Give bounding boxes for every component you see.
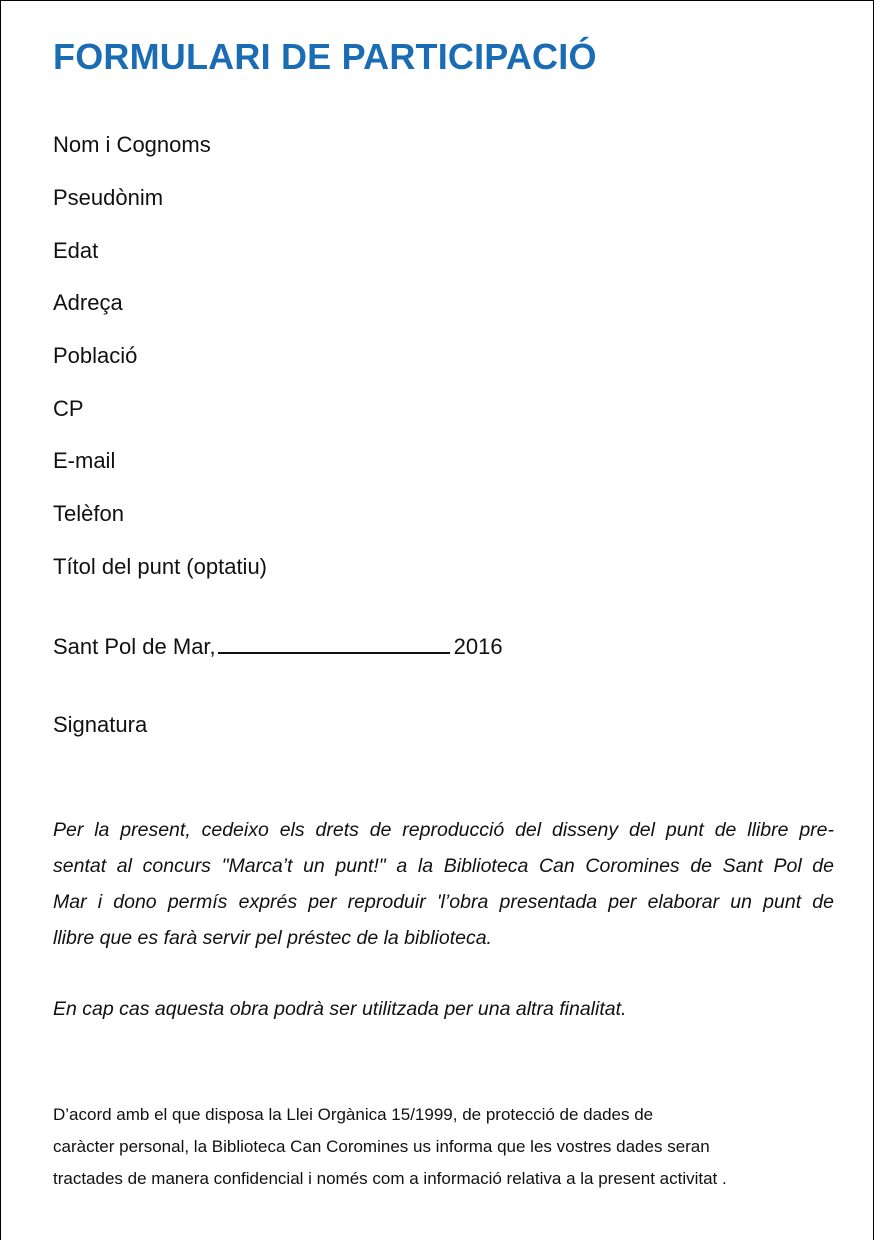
date-year: 2016 [453,634,503,659]
field-label-address: Adreça [53,290,123,315]
date-place: Sant Pol de Mar, [53,634,216,659]
legal-line: caràcter personal, la Biblioteca Can Coromines us informa que les vostres dades seran [53,1137,710,1156]
field-label-pseudonym: Pseudònim [53,185,164,210]
field-label-email: E-mail [53,448,116,473]
field-label-postcode: CP [53,396,84,421]
legal-line: D’acord amb el que disposa la Llei Orgànica 15/1999, de protecció de dades de [53,1105,654,1124]
field-label-bookmark-title: Títol del punt (optatiu) [53,554,268,579]
consent-line: llibre que es farà servir pel préstec de la biblioteca. [53,927,492,949]
consent-line: Mar i dono permís exprés per reproduir 'l’obra presentada per elaborar un punt de [53,891,834,913]
form-title: FORMULARI DE PARTICIPACIÓ [53,36,597,77]
consent-line: Per la present, cedeixo els drets de reproducció del disseny del punt de llibre pre- [53,819,834,841]
signature-label: Signatura [53,712,148,737]
consent-line: sentat al concurs "Marca’t un punt!" a la Biblioteca Can Coromines de Sant Pol de [53,855,834,877]
consent-paragraph [53,812,834,956]
legal-line: tractades de manera confidencial i només com a informació relativa a la present activitat . [53,1169,727,1188]
field-label-town: Població [53,343,138,368]
date-line [53,632,503,660]
page-border-top [0,0,874,1]
data-protection-notice [53,1099,727,1195]
field-label-phone: Telèfon [53,501,124,526]
field-label-name: Nom i Cognoms [53,132,211,157]
date-blank[interactable] [218,632,450,654]
page-border-left [0,0,1,1240]
restriction-note: En cap cas aquesta obra podrà ser utilitzada per una altra finalitat. [53,998,627,1020]
field-label-age: Edat [53,238,99,263]
